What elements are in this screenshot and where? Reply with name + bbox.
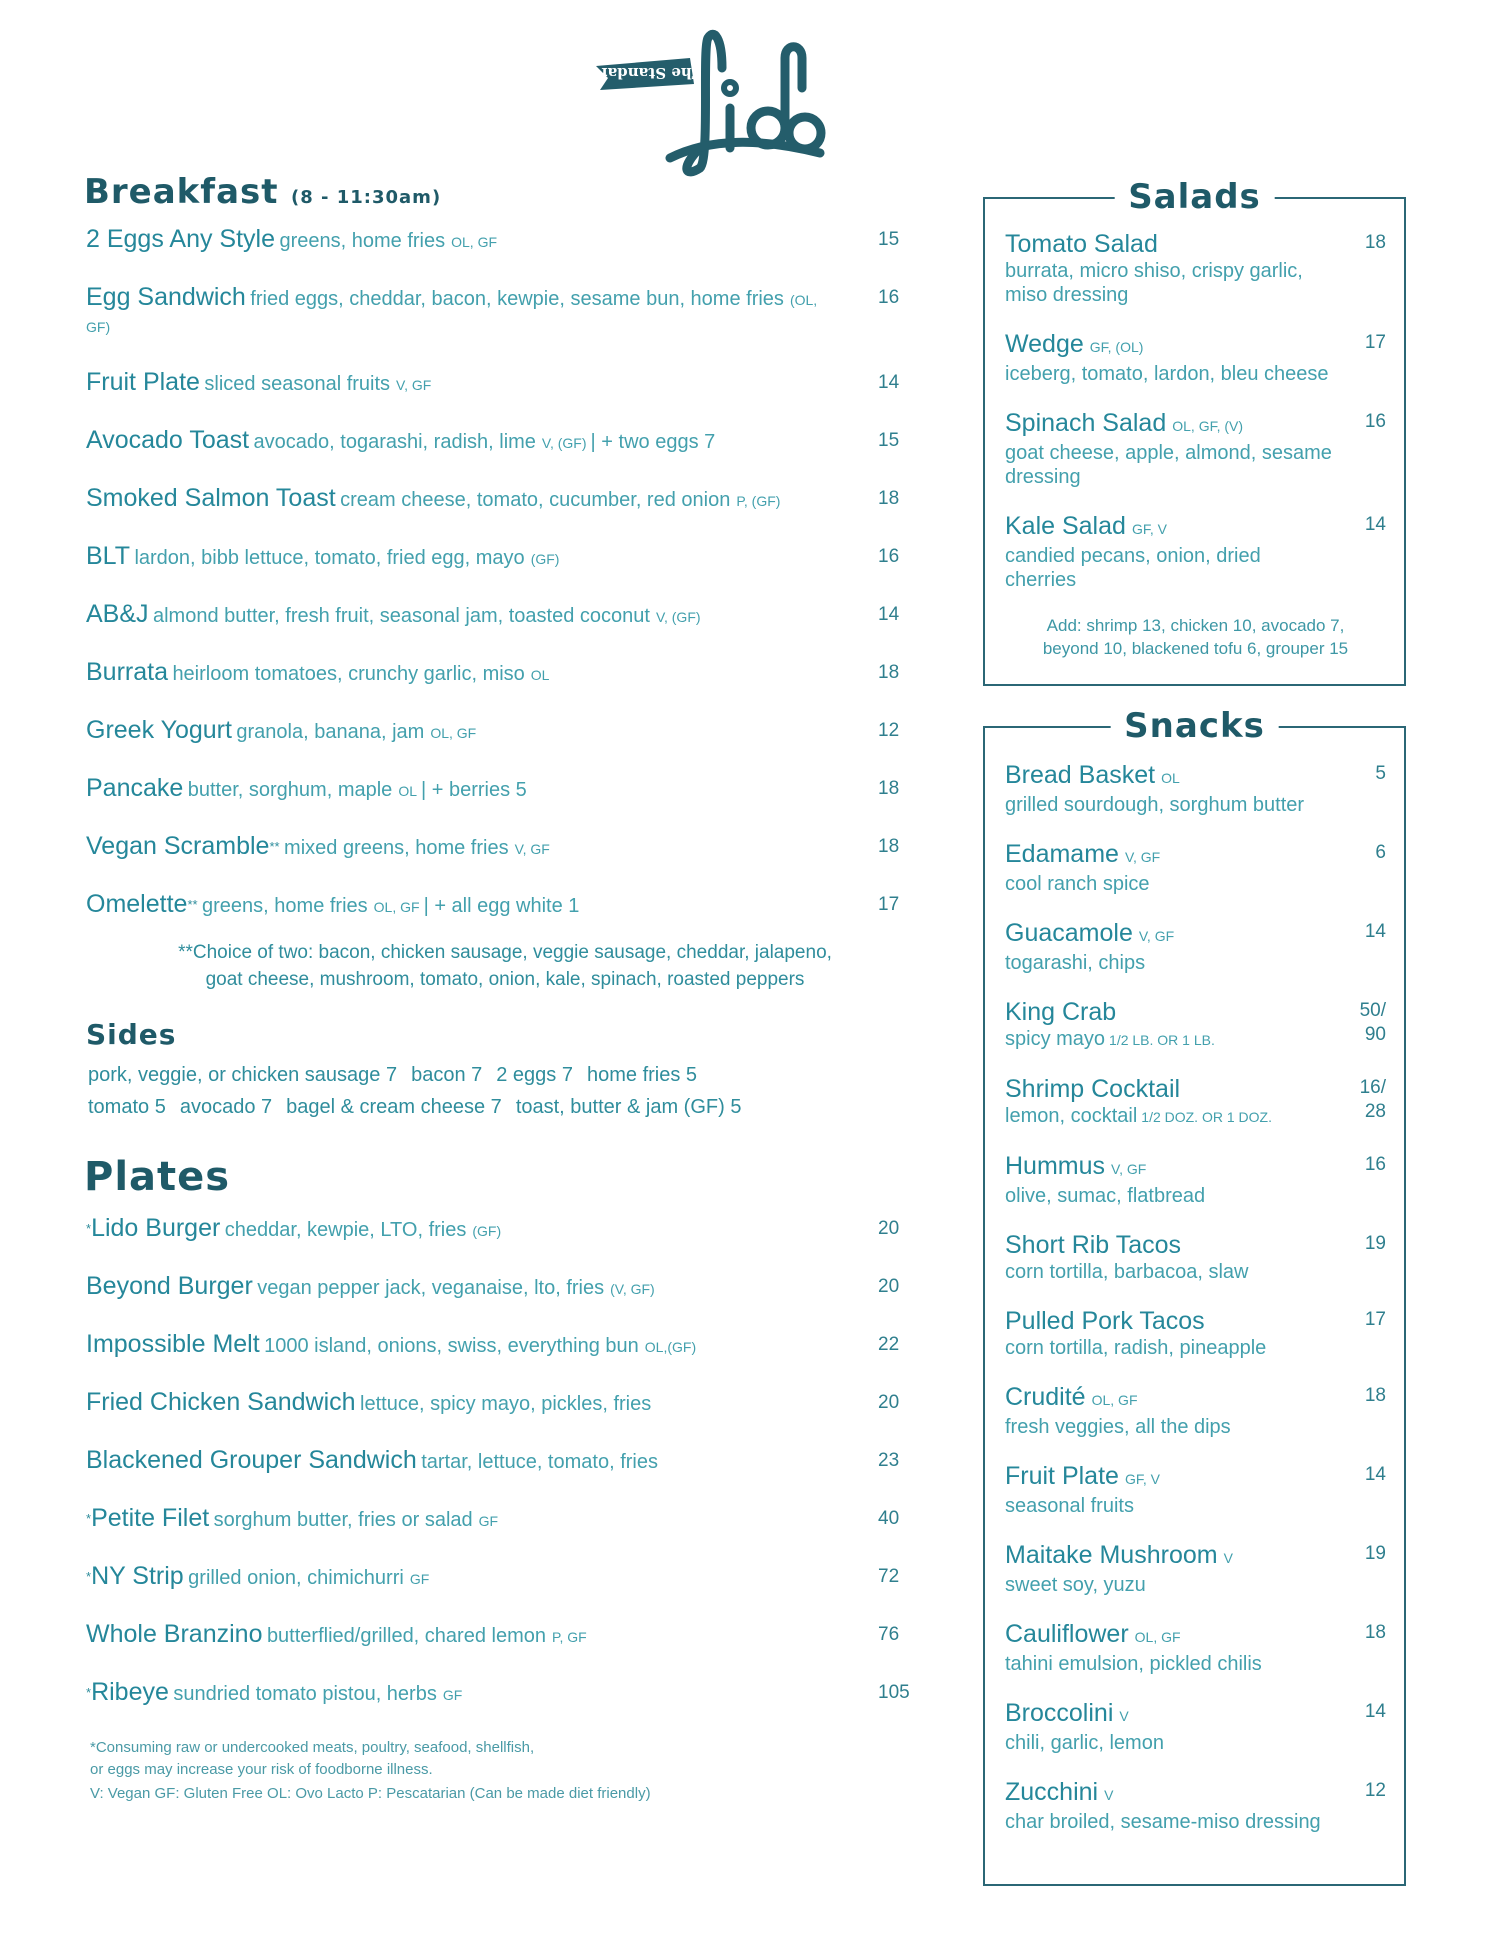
menu-item [1005,1698,1386,1755]
menu-item [86,1214,900,1245]
sides-line [88,1059,914,1091]
item-description: sorghum butter, fries or salad [213,1509,473,1531]
item-price: 19 [1364,1543,1386,1564]
menu-item [86,1330,900,1361]
menu-item [1005,1074,1386,1129]
diet-tags: V, (GF) [541,435,587,451]
item-price: 14 [878,604,900,625]
menu-item [1005,408,1386,489]
menu-item [1005,918,1386,975]
raw-warning: *Consuming raw or undercooked meats, poultry, seafood, shellfish, [90,1739,535,1756]
item-name: AB&J [86,600,149,628]
choice-note-line: goat cheese, mushroom, tomato, onion, kale, spinach, roasted peppers [205,969,805,990]
item-name: Zucchini [1005,1778,1099,1806]
item-description: greens, home fries [202,895,368,917]
diet-tags: OL, GF [1134,1629,1181,1645]
item-price: 40 [878,1508,900,1529]
portion-size: 1/2 DOZ. OR 1 DOZ. [1141,1109,1272,1125]
menu-item [86,716,900,747]
item-price: 15 [878,229,900,250]
diet-tags: V [1223,1550,1233,1566]
item-description: cool ranch spice [1005,873,1150,895]
item-description: sundried tomato pistou, herbs [173,1683,437,1705]
choice-marker: ** [187,897,198,912]
side-item: avocado 7 [179,1096,273,1118]
item-price: 18 [1364,1385,1386,1406]
item-name: 2 Eggs Any Style [86,225,276,253]
menu-item [1005,1382,1386,1439]
menu-item [86,1446,900,1477]
menu-item [86,890,900,921]
menu-item [1005,511,1386,592]
raw-marker: * [86,1511,92,1526]
menu-item [1005,1777,1386,1834]
side-item: 2 eggs 7 [496,1064,573,1086]
item-price: 20 [878,1276,900,1297]
item-description: greens, home fries [279,230,446,252]
menu-item [86,600,900,631]
choice-note [110,939,900,993]
diet-tags: GF, V [1131,521,1167,537]
item-price: 5 [1375,763,1386,784]
side-item: home fries 5 [586,1064,698,1086]
item-name: Smoked Salmon Toast [86,484,336,512]
raw-marker: * [86,1221,92,1236]
item-description: lemon, cocktail [1005,1105,1138,1127]
side-item: pork, veggie, or chicken sausage 7 [88,1064,398,1086]
raw-warning: or eggs may increase your risk of foodborne illness. [90,1761,433,1778]
item-name: Shrimp Cocktail [1005,1075,1181,1103]
item-description: heirloom tomatoes, crunchy garlic, miso [172,663,525,685]
item-name: Maitake Mushroom [1005,1541,1218,1569]
item-name: NY Strip [91,1562,184,1590]
menu-item [1005,839,1386,896]
sides-line [88,1091,914,1123]
item-price: 14 [878,372,900,393]
menu-item [1005,760,1386,817]
item-description: lettuce, spicy mayo, pickles, fries [360,1393,652,1415]
item-name: Broccolini [1005,1699,1114,1727]
item-description: burrata, micro shiso, crispy garlic, miso dressing [1005,260,1303,306]
item-description: corn tortilla, radish, pineapple [1005,1337,1267,1359]
diet-tags: OL, GF, (V) [1172,418,1244,434]
diet-tags: OL, GF [1091,1392,1138,1408]
item-name: Lido Burger [91,1214,221,1242]
side-item: bagel & cream cheese 7 [286,1096,502,1118]
item-name: Crudité [1005,1383,1086,1411]
diet-tags: (OL, GF) [86,292,818,335]
menu-item [86,542,900,573]
salads-list [1005,229,1386,592]
item-addon: | + berries 5 [421,779,527,801]
item-price: 22 [878,1334,900,1355]
diet-tags: OL [398,783,417,799]
menu-item [86,1272,900,1303]
item-price: 18 [878,836,900,857]
item-price: 6 [1375,842,1386,863]
item-description: spicy mayo [1005,1028,1106,1050]
item-price: 14 [1364,514,1386,535]
menu-item [86,1388,900,1419]
diet-tags: OL, GF [373,899,420,915]
diet-tags: (GF) [472,1223,502,1239]
side-item: bacon 7 [411,1064,483,1086]
item-description: mixed greens, home fries [284,837,509,859]
diet-tags: GF, V [1124,1471,1160,1487]
item-name: Wedge [1005,330,1084,358]
side-item: tomato 5 [88,1096,166,1118]
item-description: tahini emulsion, pickled chilis [1005,1653,1262,1675]
choice-marker: ** [269,839,280,854]
diet-tags: GF [409,1571,430,1587]
item-price: 14 [1364,1701,1386,1722]
snacks-section [983,706,1406,1886]
item-description: avocado, togarashi, radish, lime [253,431,536,453]
item-price: 14 [1364,1464,1386,1485]
item-description: fresh veggies, all the dips [1005,1416,1231,1438]
menu-item [86,1620,900,1651]
menu-item [86,484,900,515]
diet-tags: V, GF [1111,1161,1147,1177]
diet-tags: OL [1161,770,1180,786]
item-name: Fruit Plate [86,368,200,396]
item-description: char broiled, sesame-miso dressing [1005,1811,1321,1833]
diet-tags: (GF) [530,551,560,567]
item-name: Avocado Toast [86,426,250,454]
breakfast-list [86,226,914,921]
menu-item [86,225,900,256]
item-name: Egg Sandwich [86,283,246,311]
item-addon: | + two eggs 7 [590,431,716,453]
item-description: tartar, lettuce, tomato, fries [421,1451,658,1473]
salad-addons-line: Add: shrimp 13, chicken 10, avocado 7, [1046,616,1345,635]
diet-tags: P, GF [551,1629,587,1645]
menu-item [86,368,900,399]
diet-tags: OL, GF [451,234,498,250]
portion-size: 1/2 LB. OR 1 LB. [1109,1032,1215,1048]
item-price: 18 [878,662,900,683]
item-price: 72 [878,1566,900,1587]
item-name: Fruit Plate [1005,1462,1119,1490]
menu-item [86,1504,900,1535]
diet-tags: P, (GF) [736,493,781,509]
item-name: Beyond Burger [86,1272,253,1300]
menu-item [86,1562,900,1593]
item-description: granola, banana, jam [236,721,425,743]
item-name: Fried Chicken Sandwich [86,1388,356,1416]
item-description: togarashi, chips [1005,952,1146,974]
diet-tags: V [1104,1787,1114,1803]
menu-item [86,1678,910,1709]
item-name: King Crab [1005,998,1117,1026]
raw-marker: * [86,1569,92,1584]
item-name: Impossible Melt [86,1330,260,1358]
item-description: iceberg, tomato, lardon, bleu cheese [1005,363,1329,385]
item-name: Edamame [1005,840,1119,868]
diet-tags: GF, (OL) [1089,339,1144,355]
item-description: candied pecans, onion, dried cherries [1005,545,1261,591]
item-name: Ribeye [91,1678,169,1706]
menu-item [1005,997,1386,1052]
item-price: 16 [1364,1154,1386,1175]
item-description: grilled onion, chimichurri [188,1567,404,1589]
item-name: Cauliflower [1005,1620,1129,1648]
item-description: goat cheese, apple, almond, sesame dressing [1005,442,1332,488]
diet-tags: V, GF [1138,928,1175,944]
menu-item [1005,1619,1386,1676]
item-description: seasonal fruits [1005,1495,1134,1517]
item-price: 18 [878,778,900,799]
item-description: butterflied/grilled, chared lemon [266,1625,546,1647]
diet-tags: V, GF [396,377,432,393]
item-description: cream cheese, tomato, cucumber, red onion [340,489,731,511]
breakfast-heading [84,172,914,212]
item-description: 1000 island, onions, swiss, everything bun [264,1335,639,1357]
item-price: 50/ [1359,1000,1386,1021]
item-addon: | + all egg white 1 [423,895,580,917]
lido-logo [590,28,830,178]
item-price: 20 [878,1218,900,1239]
salads-section [983,177,1406,686]
item-name: BLT [86,542,130,570]
menu-item [86,832,900,863]
item-name: Short Rib Tacos [1005,1231,1182,1259]
logo-banner-text: The Standard [590,64,703,82]
menu-item [86,426,900,457]
breakfast-hours: (8 - 11:30am) [290,187,442,208]
item-price-large: 28 [1364,1101,1386,1122]
diet-tags: OL,(GF) [644,1339,697,1355]
item-price: 16 [878,546,900,567]
item-name: Omelette [86,890,188,918]
snacks-title: Snacks [1110,706,1279,746]
item-description: grilled sourdough, sorghum butter [1005,794,1305,816]
item-price: 76 [878,1624,900,1645]
item-price: 16/ [1359,1077,1386,1098]
item-price: 17 [878,894,900,915]
item-description: lardon, bibb lettuce, tomato, fried egg, mayo [134,547,525,569]
breakfast-title: Breakfast [84,172,279,212]
salad-addons [1005,614,1386,660]
salad-addons-line: beyond 10, blackened tofu 6, grouper 15 [1042,639,1349,658]
menu-item [1005,1151,1386,1208]
diet-tags: V, GF [514,841,550,857]
menu-item [1005,329,1386,386]
item-description: cheddar, kewpie, LTO, fries [224,1219,467,1241]
menu-item [1005,1540,1386,1597]
plates-title: Plates [84,1154,231,1200]
sides-title: Sides [86,1018,177,1051]
menu-item [1005,1306,1386,1360]
item-description: sweet soy, yuzu [1005,1574,1146,1596]
item-price: 20 [878,1392,900,1413]
item-name: Greek Yogurt [86,716,232,744]
item-price: 18 [1364,1622,1386,1643]
item-description: olive, sumac, flatbread [1005,1185,1206,1207]
diet-tags: V, (GF) [655,609,701,625]
item-price: 19 [1364,1233,1386,1254]
item-name: Burrata [86,658,168,686]
raw-marker: * [86,1685,92,1700]
diet-tags: OL [530,667,550,683]
diet-tags: OL, GF [430,725,477,741]
item-price: 15 [878,430,900,451]
item-name: Whole Branzino [86,1620,263,1648]
item-price: 16 [878,287,900,308]
item-description: vegan pepper jack, veganaise, lto, fries [257,1277,605,1299]
left-column [84,172,914,1805]
item-description: butter, sorghum, maple [187,779,393,801]
sides-list [88,1059,914,1123]
diet-tags: GF [442,1687,463,1703]
item-name: Hummus [1005,1152,1106,1180]
side-item: toast, butter & jam (GF) 5 [515,1096,742,1118]
item-name: Tomato Salad [1005,230,1158,258]
diet-tags: GF [478,1513,499,1529]
item-price: 12 [1364,1780,1386,1801]
item-name: Kale Salad [1005,512,1126,540]
plates-list [86,1215,914,1709]
diet-tags: (V, GF) [610,1281,655,1297]
item-name: Spinach Salad [1005,409,1167,437]
item-name: Blackened Grouper Sandwich [86,1446,417,1474]
item-name: Pancake [86,774,184,802]
menu-item [86,658,900,689]
choice-note-line: **Choice of two: bacon, chicken sausage, veggie sausage, cheddar, jalapeno, [178,942,832,963]
item-description: almond butter, fresh fruit, seasonal jam, toasted coconut [152,605,650,627]
item-name: Vegan Scramble [86,832,270,860]
item-name: Petite Filet [91,1504,210,1532]
item-name: Bread Basket [1005,761,1156,789]
menu-item [1005,229,1386,307]
item-price: 12 [878,720,900,741]
menu-item [86,774,900,805]
item-price: 17 [1364,332,1386,353]
item-price: 16 [1364,411,1386,432]
item-price: 14 [1364,921,1386,942]
footer-notes [90,1737,914,1805]
menu-item [1005,1461,1386,1518]
item-price: 17 [1364,1309,1386,1330]
item-description: sliced seasonal fruits [204,373,391,395]
item-name: Guacamole [1005,919,1133,947]
menu-item [86,283,900,341]
diet-legend: V: Vegan GF: Gluten Free OL: Ovo Lacto P: Pescatarian (Can be made diet friendly) [90,1785,651,1802]
item-price: 18 [1364,232,1386,253]
diet-tags: V [1119,1708,1129,1724]
salads-title: Salads [1114,177,1275,217]
item-description: fried eggs, cheddar, bacon, kewpie, sesame bun, home fries [250,288,784,310]
item-description: chili, garlic, lemon [1005,1732,1164,1754]
diet-tags: V, GF [1124,849,1161,865]
snacks-list [1005,760,1386,1834]
item-price: 105 [878,1682,910,1703]
item-price-large: 90 [1364,1024,1386,1045]
item-name: Pulled Pork Tacos [1005,1307,1205,1335]
item-price: 23 [878,1450,900,1471]
item-price: 18 [878,488,900,509]
item-description: corn tortilla, barbacoa, slaw [1005,1261,1249,1283]
menu-item [1005,1230,1386,1284]
